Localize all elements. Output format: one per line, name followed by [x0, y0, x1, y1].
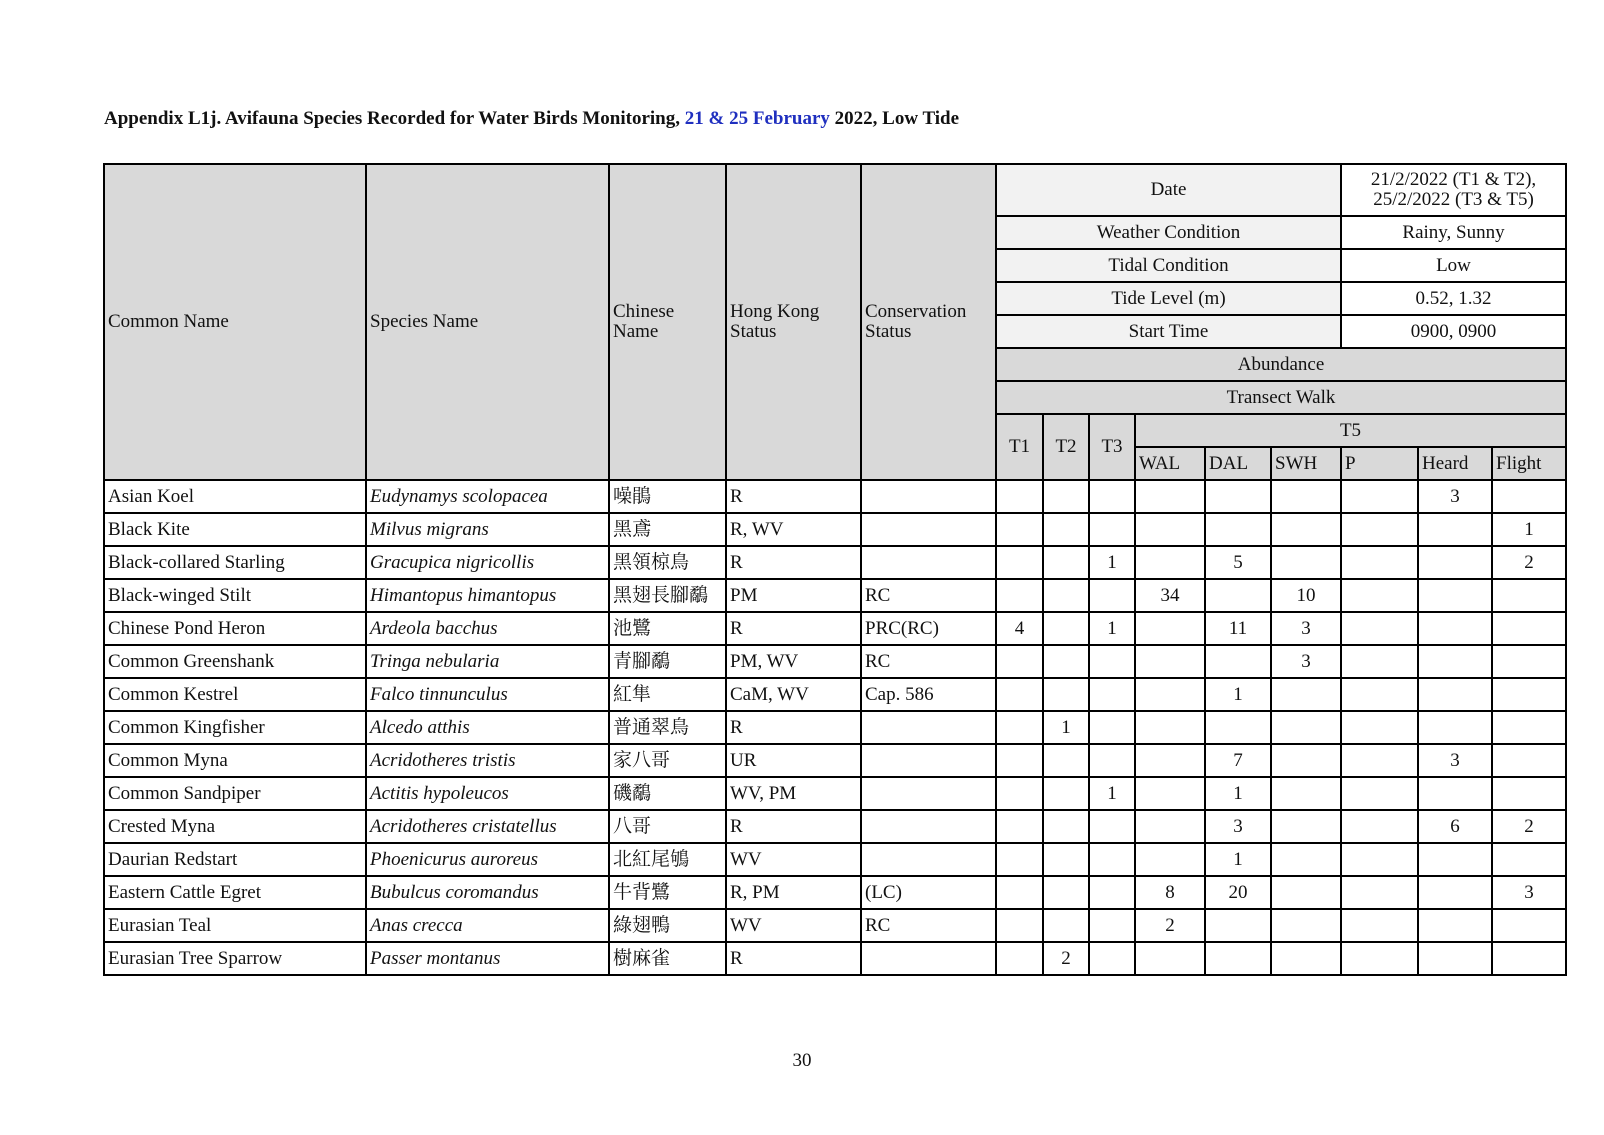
cell-p — [1341, 777, 1418, 810]
page-number: 30 — [792, 1050, 812, 1071]
cell-t1 — [996, 711, 1043, 744]
cell-species: Milvus migrans — [366, 513, 609, 546]
cell-chinese: 噪鵑 — [609, 480, 726, 513]
cell-t3 — [1089, 678, 1135, 711]
cell-dal: 7 — [1205, 744, 1271, 777]
cell-cons — [861, 513, 996, 546]
cell-hk: CaM, WV — [726, 678, 861, 711]
cell-hk: PM, WV — [726, 645, 861, 678]
cell-t3 — [1089, 645, 1135, 678]
cell-cons — [861, 843, 996, 876]
cell-heard — [1418, 612, 1492, 645]
cell-common: Common Kingfisher — [104, 711, 366, 744]
cell-heard: 6 — [1418, 810, 1492, 843]
cell-t3: 1 — [1089, 777, 1135, 810]
date-value: 21/2/2022 (T1 & T2), 25/2/2022 (T3 & T5) — [1341, 164, 1566, 216]
cell-dal — [1205, 579, 1271, 612]
cell-p — [1341, 678, 1418, 711]
cell-t1: 4 — [996, 612, 1043, 645]
cell-chinese: 黑翅長腳鷸 — [609, 579, 726, 612]
cell-dal — [1205, 480, 1271, 513]
cell-t3 — [1089, 843, 1135, 876]
cell-t1 — [996, 909, 1043, 942]
cell-swh: 3 — [1271, 645, 1341, 678]
cell-heard — [1418, 645, 1492, 678]
tidal-label: Tidal Condition — [996, 249, 1341, 282]
cell-species: Phoenicurus auroreus — [366, 843, 609, 876]
start-time-label: Start Time — [996, 315, 1341, 348]
cell-hk: WV — [726, 909, 861, 942]
cell-t1 — [996, 645, 1043, 678]
cell-heard: 3 — [1418, 744, 1492, 777]
cell-t2 — [1043, 546, 1089, 579]
cell-common: Eurasian Tree Sparrow — [104, 942, 366, 975]
cell-species: Himantopus himantopus — [366, 579, 609, 612]
cell-species: Gracupica nigricollis — [366, 546, 609, 579]
cell-heard — [1418, 711, 1492, 744]
cell-chinese: 牛背鷺 — [609, 876, 726, 909]
cell-t1 — [996, 579, 1043, 612]
cell-chinese: 綠翅鴨 — [609, 909, 726, 942]
cell-flight — [1492, 777, 1566, 810]
cell-swh — [1271, 711, 1341, 744]
cell-flight — [1492, 480, 1566, 513]
cell-chinese: 普通翠鳥 — [609, 711, 726, 744]
cell-p — [1341, 546, 1418, 579]
cell-hk: R — [726, 942, 861, 975]
cell-flight — [1492, 744, 1566, 777]
cell-p — [1341, 711, 1418, 744]
cell-chinese: 八哥 — [609, 810, 726, 843]
cell-flight — [1492, 711, 1566, 744]
cell-hk: R — [726, 546, 861, 579]
cell-wal: 34 — [1135, 579, 1205, 612]
cell-t3 — [1089, 810, 1135, 843]
cell-hk: R — [726, 612, 861, 645]
cell-species: Eudynamys scolopacea — [366, 480, 609, 513]
table-row — [104, 711, 1566, 744]
table-row — [104, 843, 1566, 876]
col-swh: SWH — [1271, 447, 1341, 480]
cell-species: Acridotheres cristatellus — [366, 810, 609, 843]
table-row — [104, 909, 1566, 942]
header-common-name: Common Name — [104, 164, 366, 480]
cell-common: Asian Koel — [104, 480, 366, 513]
cell-dal: 3 — [1205, 810, 1271, 843]
cell-cons: (LC) — [861, 876, 996, 909]
cell-common: Common Greenshank — [104, 645, 366, 678]
col-dal: DAL — [1205, 447, 1271, 480]
cell-flight — [1492, 678, 1566, 711]
tidal-value: Low — [1341, 249, 1566, 282]
cell-t3: 1 — [1089, 612, 1135, 645]
cell-flight: 2 — [1492, 546, 1566, 579]
tide-level-label: Tide Level (m) — [996, 282, 1341, 315]
tide-level-value: 0.52, 1.32 — [1341, 282, 1566, 315]
cell-p — [1341, 810, 1418, 843]
cell-chinese: 家八哥 — [609, 744, 726, 777]
cell-t2 — [1043, 480, 1089, 513]
cell-wal — [1135, 843, 1205, 876]
cell-swh — [1271, 546, 1341, 579]
weather-value: Rainy, Sunny — [1341, 216, 1566, 249]
cell-chinese: 磯鷸 — [609, 777, 726, 810]
cell-swh — [1271, 942, 1341, 975]
cell-wal — [1135, 678, 1205, 711]
table-row — [104, 645, 1566, 678]
cell-swh — [1271, 810, 1341, 843]
cell-flight: 1 — [1492, 513, 1566, 546]
cell-dal — [1205, 711, 1271, 744]
cell-heard — [1418, 678, 1492, 711]
cell-wal — [1135, 810, 1205, 843]
cell-t2 — [1043, 909, 1089, 942]
cell-hk: WV, PM — [726, 777, 861, 810]
cell-wal — [1135, 546, 1205, 579]
col-t3: T3 — [1089, 414, 1135, 480]
cell-t1 — [996, 480, 1043, 513]
cell-p — [1341, 480, 1418, 513]
cell-wal — [1135, 777, 1205, 810]
cell-flight — [1492, 579, 1566, 612]
cell-heard — [1418, 942, 1492, 975]
table-row — [104, 579, 1566, 612]
col-t1: T1 — [996, 414, 1043, 480]
cell-heard — [1418, 909, 1492, 942]
cell-chinese: 黑領椋鳥 — [609, 546, 726, 579]
cell-t1 — [996, 810, 1043, 843]
cell-t1 — [996, 744, 1043, 777]
cell-chinese: 黑鳶 — [609, 513, 726, 546]
cell-t2 — [1043, 678, 1089, 711]
cell-t3 — [1089, 909, 1135, 942]
cell-t2 — [1043, 777, 1089, 810]
cell-heard — [1418, 579, 1492, 612]
table-row — [104, 513, 1566, 546]
col-wal: WAL — [1135, 447, 1205, 480]
cell-flight — [1492, 909, 1566, 942]
cell-common: Crested Myna — [104, 810, 366, 843]
cell-heard: 3 — [1418, 480, 1492, 513]
cell-cons — [861, 942, 996, 975]
cell-t1 — [996, 843, 1043, 876]
table-row — [104, 777, 1566, 810]
species-table — [103, 163, 1567, 976]
cell-swh — [1271, 513, 1341, 546]
cell-wal — [1135, 480, 1205, 513]
cell-p — [1341, 513, 1418, 546]
document-title — [104, 108, 959, 130]
abundance-label: Abundance — [996, 348, 1566, 381]
cell-t3 — [1089, 876, 1135, 909]
cell-t1 — [996, 678, 1043, 711]
cell-p — [1341, 909, 1418, 942]
header-hk-status: Hong Kong Status — [726, 164, 861, 480]
cell-cons — [861, 480, 996, 513]
cell-t2 — [1043, 579, 1089, 612]
cell-dal: 1 — [1205, 843, 1271, 876]
cell-t1 — [996, 777, 1043, 810]
cell-common: Chinese Pond Heron — [104, 612, 366, 645]
cell-species: Tringa nebularia — [366, 645, 609, 678]
cell-common: Black-winged Stilt — [104, 579, 366, 612]
cell-wal: 8 — [1135, 876, 1205, 909]
cell-heard — [1418, 546, 1492, 579]
cell-chinese: 北紅尾鴝 — [609, 843, 726, 876]
cell-cons — [861, 546, 996, 579]
cell-hk: R, WV — [726, 513, 861, 546]
cell-dal — [1205, 513, 1271, 546]
cell-heard — [1418, 843, 1492, 876]
cell-heard — [1418, 876, 1492, 909]
cell-p — [1341, 942, 1418, 975]
header-chinese-name: Chinese Name — [609, 164, 726, 480]
cell-common: Black-collared Starling — [104, 546, 366, 579]
header-conservation-status: Conservation Status — [861, 164, 996, 480]
cell-hk: R, PM — [726, 876, 861, 909]
col-t2: T2 — [1043, 414, 1089, 480]
cell-common: Common Myna — [104, 744, 366, 777]
cell-hk: WV — [726, 843, 861, 876]
cell-t2 — [1043, 843, 1089, 876]
cell-species: Bubulcus coromandus — [366, 876, 609, 909]
cell-hk: R — [726, 480, 861, 513]
cell-species: Passer montanus — [366, 942, 609, 975]
table-row — [104, 744, 1566, 777]
cell-t1 — [996, 513, 1043, 546]
cell-species: Falco tinnunculus — [366, 678, 609, 711]
cell-flight: 2 — [1492, 810, 1566, 843]
cell-cons: RC — [861, 909, 996, 942]
cell-dal — [1205, 942, 1271, 975]
cell-swh: 10 — [1271, 579, 1341, 612]
date-label: Date — [996, 164, 1341, 216]
cell-t1 — [996, 546, 1043, 579]
cell-hk: UR — [726, 744, 861, 777]
cell-p — [1341, 612, 1418, 645]
cell-swh — [1271, 480, 1341, 513]
header-species-name: Species Name — [366, 164, 609, 480]
col-heard: Heard — [1418, 447, 1492, 480]
cell-common: Common Kestrel — [104, 678, 366, 711]
cell-t2 — [1043, 612, 1089, 645]
cell-dal — [1205, 645, 1271, 678]
cell-cons: Cap. 586 — [861, 678, 996, 711]
cell-wal — [1135, 513, 1205, 546]
cell-flight — [1492, 645, 1566, 678]
weather-label: Weather Condition — [996, 216, 1341, 249]
cell-t3 — [1089, 579, 1135, 612]
cell-cons — [861, 744, 996, 777]
cell-species: Actitis hypoleucos — [366, 777, 609, 810]
cell-chinese: 池鷺 — [609, 612, 726, 645]
cell-heard — [1418, 513, 1492, 546]
cell-cons — [861, 711, 996, 744]
cell-dal: 1 — [1205, 777, 1271, 810]
cell-species: Alcedo atthis — [366, 711, 609, 744]
table-row — [104, 876, 1566, 909]
cell-swh — [1271, 909, 1341, 942]
cell-species: Ardeola bacchus — [366, 612, 609, 645]
cell-t2 — [1043, 744, 1089, 777]
cell-p — [1341, 645, 1418, 678]
start-time-value: 0900, 0900 — [1341, 315, 1566, 348]
table-row — [104, 810, 1566, 843]
transect-label: Transect Walk — [996, 381, 1566, 414]
title-suffix: 2022, Low Tide — [829, 108, 960, 129]
cell-cons: RC — [861, 645, 996, 678]
cell-wal — [1135, 711, 1205, 744]
cell-flight: 3 — [1492, 876, 1566, 909]
cell-common: Daurian Redstart — [104, 843, 366, 876]
cell-wal — [1135, 744, 1205, 777]
cell-p — [1341, 744, 1418, 777]
cell-t1 — [996, 942, 1043, 975]
cell-swh — [1271, 777, 1341, 810]
cell-wal — [1135, 612, 1205, 645]
cell-common: Black Kite — [104, 513, 366, 546]
cell-cons: RC — [861, 579, 996, 612]
cell-common: Eastern Cattle Egret — [104, 876, 366, 909]
table-row — [104, 480, 1566, 513]
cell-common: Eurasian Teal — [104, 909, 366, 942]
cell-t2 — [1043, 513, 1089, 546]
cell-dal — [1205, 909, 1271, 942]
cell-wal — [1135, 645, 1205, 678]
cell-t2 — [1043, 876, 1089, 909]
cell-species: Anas crecca — [366, 909, 609, 942]
table-row — [104, 678, 1566, 711]
cell-flight — [1492, 612, 1566, 645]
cell-hk: PM — [726, 579, 861, 612]
cell-chinese: 紅隼 — [609, 678, 726, 711]
cell-t3 — [1089, 744, 1135, 777]
cell-t2 — [1043, 810, 1089, 843]
cell-cons — [861, 810, 996, 843]
title-prefix: Appendix L1j. Avifauna Species Recorded for Water Birds Monitoring, — [104, 108, 685, 129]
table-row — [104, 612, 1566, 645]
table-row — [104, 546, 1566, 579]
cell-swh: 3 — [1271, 612, 1341, 645]
table-row — [104, 942, 1566, 975]
cell-t3: 1 — [1089, 546, 1135, 579]
cell-t3 — [1089, 711, 1135, 744]
cell-heard — [1418, 777, 1492, 810]
cell-t2 — [1043, 645, 1089, 678]
cell-flight — [1492, 942, 1566, 975]
cell-species: Acridotheres tristis — [366, 744, 609, 777]
cell-swh — [1271, 876, 1341, 909]
cell-t3 — [1089, 513, 1135, 546]
col-t5: T5 — [1135, 414, 1566, 447]
cell-cons — [861, 777, 996, 810]
cell-t3 — [1089, 942, 1135, 975]
cell-dal: 1 — [1205, 678, 1271, 711]
cell-t1 — [996, 876, 1043, 909]
cell-chinese: 樹麻雀 — [609, 942, 726, 975]
cell-swh — [1271, 744, 1341, 777]
cell-wal — [1135, 942, 1205, 975]
cell-dal: 20 — [1205, 876, 1271, 909]
cell-swh — [1271, 843, 1341, 876]
cell-dal: 11 — [1205, 612, 1271, 645]
cell-dal: 5 — [1205, 546, 1271, 579]
title-dates: 21 & 25 February — [684, 108, 830, 129]
col-p: P — [1341, 447, 1418, 480]
cell-cons: PRC(RC) — [861, 612, 996, 645]
cell-chinese: 青腳鷸 — [609, 645, 726, 678]
cell-p — [1341, 876, 1418, 909]
cell-p — [1341, 579, 1418, 612]
cell-swh — [1271, 678, 1341, 711]
col-flight: Flight — [1492, 447, 1566, 480]
cell-t3 — [1089, 480, 1135, 513]
cell-flight — [1492, 843, 1566, 876]
cell-p — [1341, 843, 1418, 876]
cell-t2: 2 — [1043, 942, 1089, 975]
cell-common: Common Sandpiper — [104, 777, 366, 810]
cell-hk: R — [726, 711, 861, 744]
cell-wal: 2 — [1135, 909, 1205, 942]
cell-t2: 1 — [1043, 711, 1089, 744]
cell-hk: R — [726, 810, 861, 843]
